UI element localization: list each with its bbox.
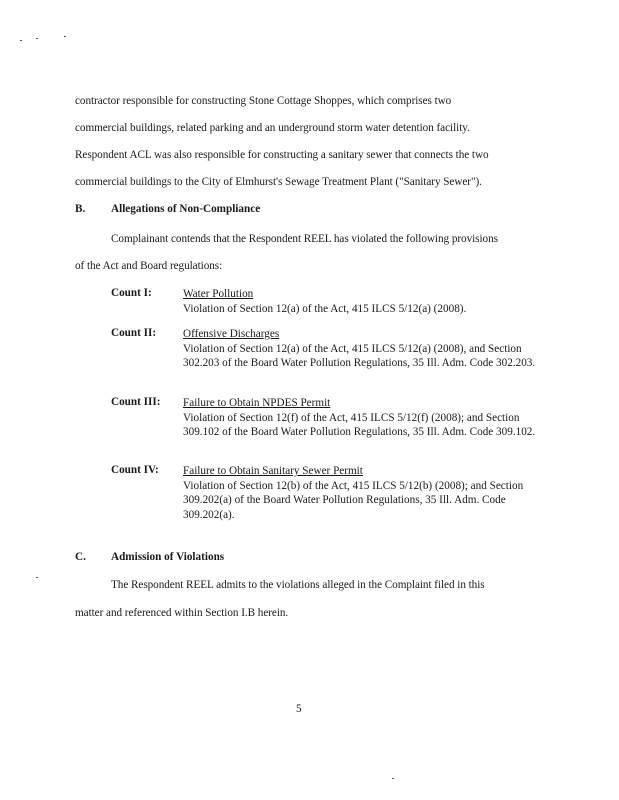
intro-line-3: Respondent ACL was also responsible for constructing a sanitary sewer that connects the two	[75, 149, 489, 161]
count-3-block	[183, 396, 543, 440]
section-c-line-2: matter and referenced within Section I.B herein.	[75, 607, 289, 619]
count-4-title: Failure to Obtain Sanitary Sewer Permit	[183, 465, 363, 477]
section-b-intro-line-2: of the Act and Board regulations:	[75, 260, 223, 272]
count-4-label: Count IV:	[111, 464, 159, 476]
count-1-description: Violation of Section 12(a) of the Act, 415 ILCS 5/12(a) (2008).	[183, 302, 467, 315]
count-2-block	[183, 327, 543, 371]
count-2-title: Offensive Discharges	[183, 328, 280, 340]
count-2-description: Violation of Section 12(a) of the Act, 415 ILCS 5/12(a) (2008), and Section 302.203 of the Board Water Pollution Regulations, 35 Ill. Adm. Code 302.203.	[183, 342, 536, 369]
section-b-intro-line-1: Complainant contends that the Respondent REEL has violated the following provisions	[111, 233, 498, 245]
count-3-label: Count III:	[111, 396, 161, 408]
count-1-title: Water Pollution	[183, 288, 254, 300]
count-3-title: Failure to Obtain NPDES Permit	[183, 397, 331, 409]
section-c-title: Admission of Violations	[111, 551, 225, 563]
section-b-title: Allegations of Non-Compliance	[111, 203, 261, 215]
section-b-letter: B.	[75, 203, 86, 215]
scan-speck	[64, 36, 66, 37]
scan-speck	[20, 40, 22, 41]
page-number: 5	[296, 703, 302, 715]
count-3-description: Violation of Section 12(f) of the Act, 415 ILCS 5/12(f) (2008); and Section 309.102 of the Board Water Pollution Regulations, 35 Ill. Adm. Code 309.102.	[183, 411, 536, 438]
scan-speck	[36, 38, 38, 39]
scan-speck	[392, 778, 394, 779]
count-4-block	[183, 464, 543, 522]
intro-line-2: commercial buildings, related parking and an underground storm water detention facility.	[75, 122, 470, 134]
count-1-block	[183, 287, 543, 316]
intro-line-1: contractor responsible for constructing Stone Cottage Shoppes, which comprises two	[75, 95, 452, 107]
section-c-line-1: The Respondent REEL admits to the violations alleged in the Complaint filed in this	[111, 579, 485, 591]
intro-line-4: commercial buildings to the City of Elmhurst's Sewage Treatment Plant ("Sanitary Sewer").	[75, 176, 482, 188]
count-1-label: Count I:	[111, 287, 152, 299]
count-2-label: Count II:	[111, 327, 157, 339]
count-4-description: Violation of Section 12(b) of the Act, 415 ILCS 5/12(b) (2008); and Section 309.202(a) of the Board Water Pollution Regulations, 35 Ill. Adm. Code 309.202(a).	[183, 479, 524, 521]
section-c-letter: C.	[75, 551, 86, 563]
scan-speck	[36, 577, 38, 578]
